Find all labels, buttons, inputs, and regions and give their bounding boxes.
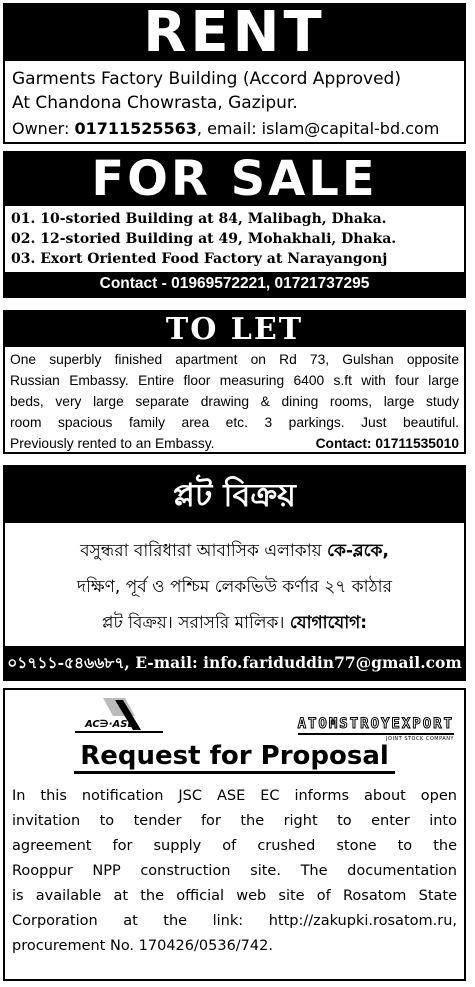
for-sale-list [5, 206, 464, 269]
plot-block: কে-ব্লকে, [327, 541, 389, 561]
rfp-title: Request for Proposal [74, 741, 395, 774]
to-let-contact: Contact: 01711535010 [315, 436, 459, 451]
rfp-logo-row [5, 690, 464, 742]
atomstroyexport-logo [298, 716, 454, 742]
to-let-line: room spacious family area etc. 3 parkings. Just beautiful. [10, 415, 459, 430]
rfp-line: Rooppur NPP construction site. The documentation [12, 863, 457, 879]
plot-sale-header: প্লট বিক্রয় [5, 467, 464, 523]
rfp-ad [3, 688, 466, 981]
plot-sale-contact: ০১৭১১-৫৪৬৬৮৭, E-mail: info.fariduddin77@gmail.com [5, 646, 464, 679]
for-sale-header: FOR SALE [5, 153, 464, 206]
rfp-line: Corporation at the link: http://zakupki.rosatom.ru, [12, 913, 457, 929]
to-let-last-row [10, 433, 459, 454]
for-sale-contact: Contact - 01969572221, 01721737295 [5, 272, 464, 296]
rfp-line: is available at the official web site of Rosatom State [12, 888, 457, 904]
rent-owner-line [12, 117, 464, 141]
for-sale-item: 02. 12-storied Building at 49, Mohakhali, Dhaka. [11, 231, 397, 247]
rent-email: , email: islam@capital-bd.com [196, 119, 440, 138]
plot-line-3-text: প্লট বিক্রয়। সরাসরি মালিক। [101, 613, 290, 633]
for-sale-item: 03. Exort Oriented Food Factory at Narayangonj [11, 251, 388, 267]
rfp-line: procurement No. 170426/0536/742. [12, 938, 273, 954]
atomstroyexport-name: ATOMSTROYEXPORT [298, 716, 454, 735]
for-sale-item: 01. 10-storied Building at 84, Malibagh, Dhaka. [11, 211, 387, 227]
atomstroyexport-subtitle: JOINT STOCK COMPANY [386, 736, 454, 742]
rfp-line: invitation to tender for the right to enter into [12, 813, 457, 829]
rfp-line: agreement for supply of crushed stone to the [12, 838, 457, 854]
plot-line-2: দক্ষিণ, পূর্ব ও পশ্চিম লেকভিউ কর্ণার ২৭ কাঠার [77, 577, 392, 597]
rent-ad [3, 0, 466, 144]
to-let-line: One superbly finished apartment on Rd 73, Gulshan opposite [10, 352, 459, 367]
ase-logo-text: AC∋·ASE [85, 719, 135, 730]
rent-line-building: Garments Factory Building (Accord Approved) [12, 69, 401, 89]
rent-owner-phone: 01711525563 [74, 119, 197, 138]
ase-logo-icon [75, 696, 165, 736]
to-let-line: Russian Embassy. Entire floor measuring 6400 s.ft with four large [10, 373, 459, 388]
to-let-line: Previously rented to an Embassy. [10, 436, 215, 451]
rent-line-location: At Chandona Chowrasta, Gazipur. [12, 93, 298, 113]
rfp-body [5, 776, 464, 959]
plot-line-1-text: বসুন্ধরা বারিধারা আবাসিক এলাকায় [80, 541, 328, 561]
plot-line-3 [5, 605, 464, 641]
rfp-title-wrap [5, 736, 464, 776]
to-let-body [5, 347, 464, 454]
plot-sale-body [5, 523, 464, 641]
rent-owner-label: Owner: [12, 119, 75, 138]
plot-contact-label: যোগাযোগ: [289, 613, 368, 633]
rent-header: RENT [5, 5, 464, 61]
plot-line-1 [5, 533, 464, 569]
plot-sale-ad [3, 465, 466, 681]
to-let-ad [3, 310, 466, 454]
rent-body [5, 61, 464, 141]
to-let-line: beds, very large separate drawing & dining rooms, large study [10, 394, 459, 409]
rfp-line: In this notification JSC ASE EC informs about open [12, 788, 457, 804]
to-let-header: TO LET [5, 312, 464, 347]
for-sale-ad [3, 151, 466, 298]
